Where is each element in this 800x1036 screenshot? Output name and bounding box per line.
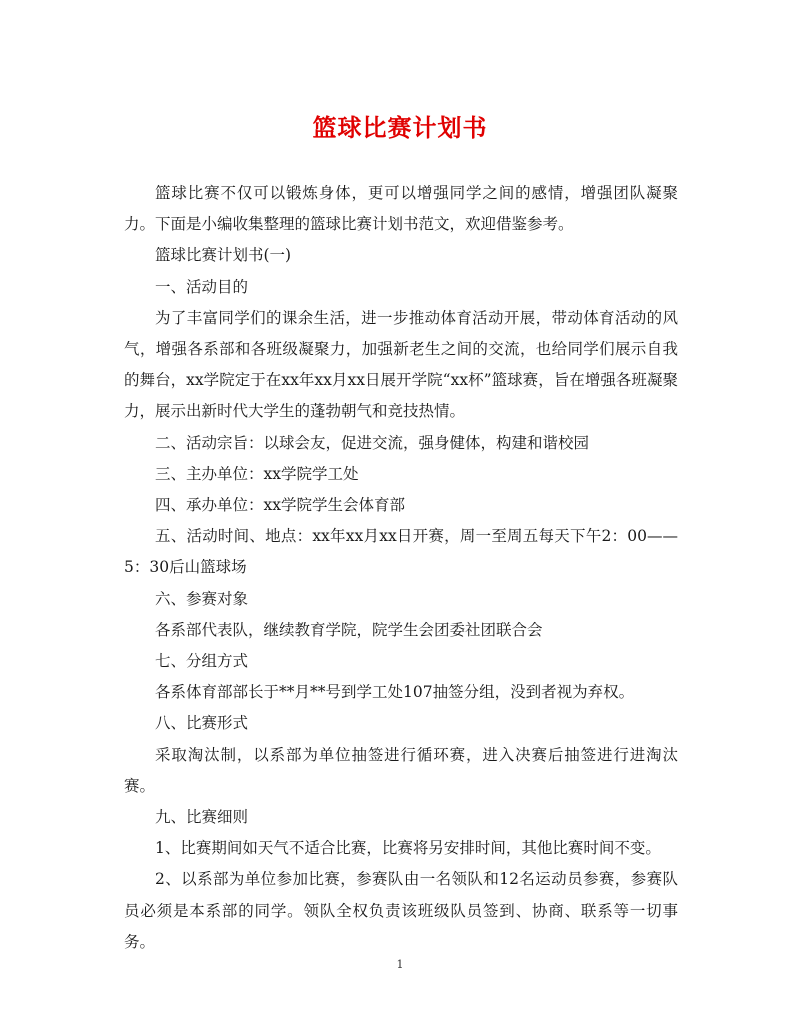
participants-paragraph: 各系部代表队，继续教育学院，院学生会团委社团联合会 [155, 620, 543, 639]
format-paragraph: 采取淘汰制，以系部为单位抽签进行循环赛，进入决赛后抽签进行进淘汰赛。 [124, 745, 678, 795]
section-aim: 二、活动宗旨：以球会友，促进交流，强身健体，构建和谐校园 [155, 433, 590, 452]
purpose-paragraph: 为了丰富同学们的课余生活，进一步推动体育活动开展，带动体育活动的风气，增强各系部和各班级凝聚力，加强新老生之间的交流，也给同学们展示自我的舞台，xx学院定于在xx年xx月xx日展开学院“xx杯”篮球赛，旨在增强各班凝聚力，展示出新时代大学生的蓬勃朝气和竞技热情。 [124, 308, 678, 421]
rule-item-2: 2、以系部为单位参加比赛，参赛队由一名领队和12名运动员参赛，参赛队员必须是本系部的同学。领队全权负责该班级队员签到、协商、联系等一切事务。 [124, 870, 678, 951]
rule-item-1: 1、比赛期间如天气不适合比赛，比赛将另安排时间，其他比赛时间不变。 [155, 839, 661, 858]
document-body [124, 178, 678, 958]
section-heading-purpose: 一、活动目的 [155, 277, 249, 296]
page-number: 1 [396, 958, 404, 971]
section-heading-format: 八、比赛形式 [155, 714, 249, 733]
section-time-place: 五、活动时间、地点：xx年xx月xx日开赛，周一至周五每天下午2：00——5：30后山篮球场 [124, 527, 678, 577]
section-heading-grouping: 七、分组方式 [155, 652, 249, 671]
intro-paragraph: 篮球比赛不仅可以锻炼身体，更可以增强同学之间的感情，增强团队凝聚力。下面是小编收集整理的篮球比赛计划书范文，欢迎借鉴参考。 [124, 184, 678, 234]
page-title: 篮球比赛计划书 [312, 114, 488, 142]
grouping-paragraph: 各系体育部部长于**月**号到学工处107抽签分组，没到者视为弃权。 [155, 683, 635, 702]
section-host: 四、承办单位：xx学院学生会体育部 [155, 496, 405, 515]
section-organizer: 三、主办单位：xx学院学工处 [155, 464, 359, 483]
section-heading-plan-one: 篮球比赛计划书(一) [155, 246, 292, 265]
section-heading-rules: 九、比赛细则 [155, 808, 249, 827]
section-heading-participants: 六、参赛对象 [155, 589, 249, 608]
